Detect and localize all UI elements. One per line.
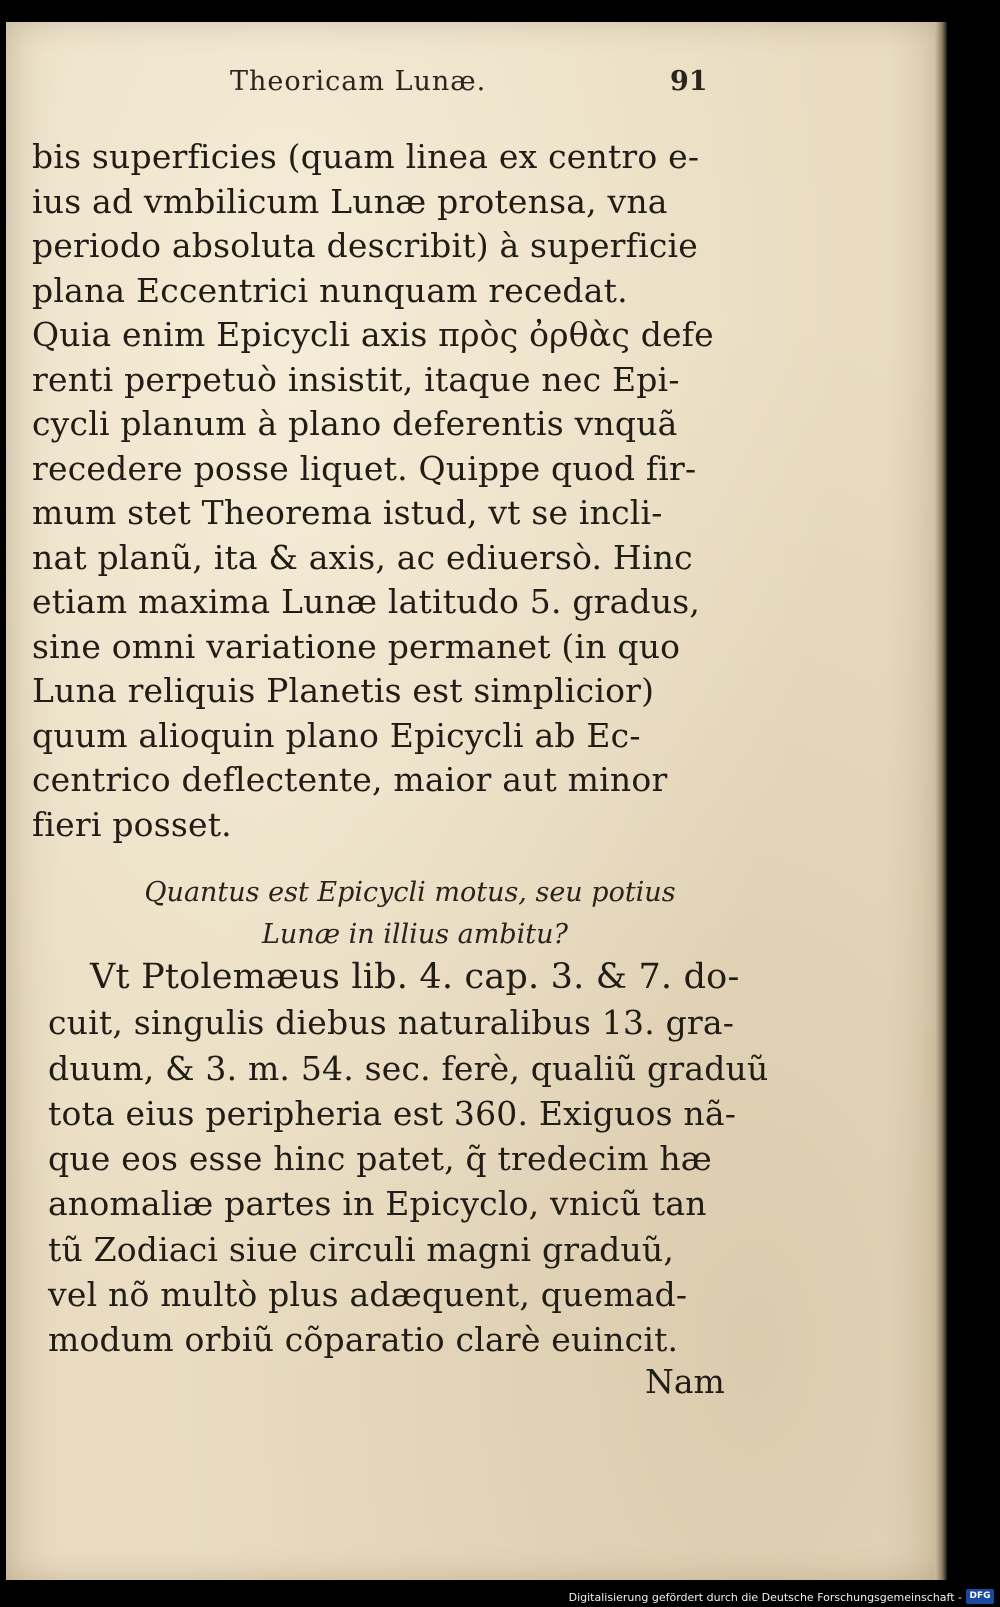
text-line: bis superficies (quam linea ex centro e- (32, 137, 700, 176)
text-line: centrico deflectente, maior aut minor (32, 760, 668, 799)
text-line: tũ Zodiaci siue circuli magni graduũ, (48, 1229, 675, 1269)
text-line: anomaliæ partes in Epicyclo, vnicũ tan (48, 1184, 707, 1224)
text-line: duum, & 3. m. 54. sec. ferè, qualiũ graduũ (48, 1048, 769, 1088)
page-number: 91 (670, 66, 708, 97)
page-edge (935, 22, 947, 1580)
text-line: mum stet Theorema istud, vt se incli- (32, 493, 663, 532)
text-line: etiam maxima Lunæ latitudo 5. gradus, (32, 582, 701, 621)
text-line: Luna reliquis Planetis est simplicior) (32, 671, 655, 710)
paragraph-1 (32, 135, 732, 847)
catchword: Nam (645, 1362, 725, 1401)
heading-line: Lunæ in illius ambitu? (262, 919, 568, 950)
text-line: tota eius peripheria est 360. Exiguos nã- (48, 1093, 737, 1133)
running-head (0, 66, 1000, 106)
text-line: recedere posse liquet. Quippe quod fir- (32, 448, 697, 488)
text-line: nat planũ, ita & axis, ac ediuersò. Hinc (32, 537, 693, 577)
heading-line: Quantus est Epicycli motus, seu potius (144, 877, 676, 908)
text-line: Quia enim Epicycli axis πρὸς ὀρθὰς defe (32, 315, 714, 354)
running-title: Theoricam Lunæ. (230, 66, 487, 97)
text-line: modum orbiũ cõparatio clarè euincit. (48, 1320, 679, 1360)
text-line: fieri posset. (32, 804, 232, 844)
text-line: cuit, singulis diebus naturalibus 13. gra- (48, 1003, 735, 1043)
section-heading (130, 872, 690, 956)
text-line: cycli planum à plano deferentis vnquã (32, 404, 678, 443)
text-line: ius ad vmbilicum Lunæ protensa, vna (32, 181, 668, 221)
text-line: quum alioquin plano Epicycli ab Ec- (32, 715, 641, 755)
text-line: sine omni variatione permanet (in quo (32, 626, 681, 666)
paragraph-2 (48, 955, 769, 1363)
footer-credit: Digitalisierung gefördert durch die Deutsche Forschungsgemeinschaft - (568, 1591, 962, 1604)
text-line: plana Eccentrici nunquam recedat. (32, 270, 628, 310)
text-line: renti perpetuò insistit, itaque nec Epi- (32, 359, 680, 399)
footer-bar (0, 1585, 1000, 1607)
text-line: vel nõ multò plus adæquent, quemad- (48, 1275, 688, 1315)
dfg-logo: DFG (966, 1589, 994, 1604)
text-line: Vt Ptolemæus lib. 4. cap. 3. & 7. do- (90, 957, 740, 997)
text-line: periodo absoluta describit) à superficie (32, 226, 698, 265)
text-line: que eos esse hinc patet, q̃ tredecim hæ (48, 1139, 713, 1179)
